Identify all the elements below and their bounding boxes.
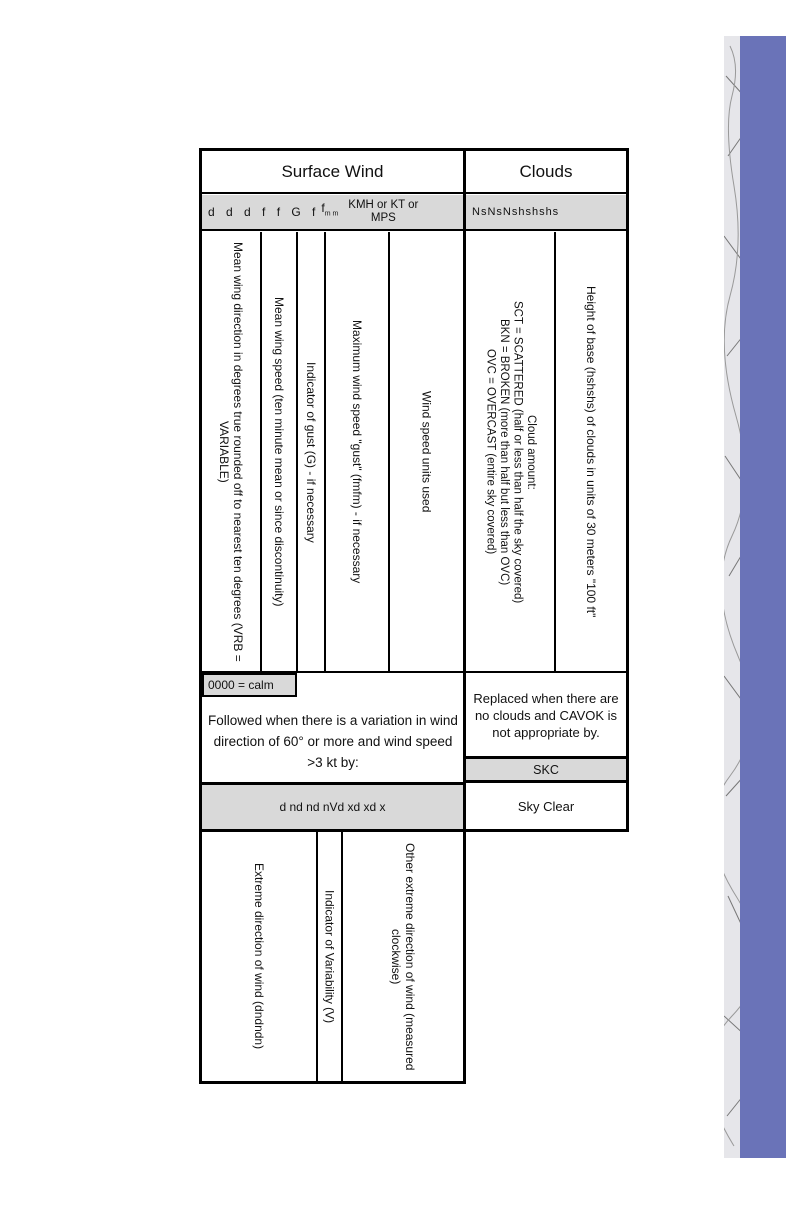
col-mean-direction: Mean wing direction in degrees true rounded off to nearest ten degrees (VRB = VARIABLE) xyxy=(202,232,262,672)
skc-label: SKC xyxy=(466,759,626,780)
variability-code: d nd nd nVd xd xd x xyxy=(202,785,463,829)
col-other-extreme-direction: Other extreme direction of wind (measured clockwise) xyxy=(389,842,417,1071)
clouds-title: Clouds xyxy=(466,151,626,194)
col-units-used: Wind speed units used xyxy=(419,391,434,513)
surface-wind-code-row xyxy=(202,195,463,231)
cloud-amount-sct: SCT = SCATTERED (half or less than half the sky covered) xyxy=(511,300,524,604)
cloud-amount-bkn: BKN = BROKEN (more than half but less than OVC) xyxy=(498,318,510,586)
col-max-gust: Maximum wind speed "gust" (fmfm) - if necessary xyxy=(326,232,390,672)
cloud-amount-title: Cloud amount: xyxy=(525,414,537,490)
col-cloud-amount xyxy=(466,232,556,672)
divider xyxy=(466,671,626,673)
sky-clear-label: Sky Clear xyxy=(517,798,575,814)
col-variability-indicator: Indicator of Variability (V) xyxy=(318,832,343,1081)
wind-units-header: KMH or KT or MPS xyxy=(348,199,419,224)
col-gust-indicator: Indicator of gust (G) - if necessary xyxy=(298,232,326,672)
wind-codes: d d d f f G f xyxy=(208,205,320,219)
variation-text: Followed when there is a variation in wind direction of 60° or more and wind speed >3 kt by: xyxy=(208,712,458,770)
calm-label: 0000 = calm xyxy=(202,673,297,697)
col-mean-speed: Mean wing speed (ten minute mean or since discontinuity) xyxy=(262,232,298,672)
wind-code-fmfm: $f_{m m}$ xyxy=(321,200,339,218)
replaced-text: Replaced when there are no clouds and CAVOK is not appropriate by. xyxy=(473,690,619,740)
blue-edge-strip xyxy=(740,36,786,1158)
surface-wind-title: Surface Wind xyxy=(202,151,463,194)
col-cloud-height: Height of base (hshshs) of clouds in units of 30 meters "100 ft" xyxy=(584,286,598,618)
clouds-code-row: NsNsNshshshs xyxy=(466,195,626,231)
cloud-amount-ovc: OVC = OVERCAST (entire sky covered) xyxy=(484,349,497,555)
col-extreme-direction: Extreme direction of wind (dndndn) xyxy=(202,832,318,1081)
